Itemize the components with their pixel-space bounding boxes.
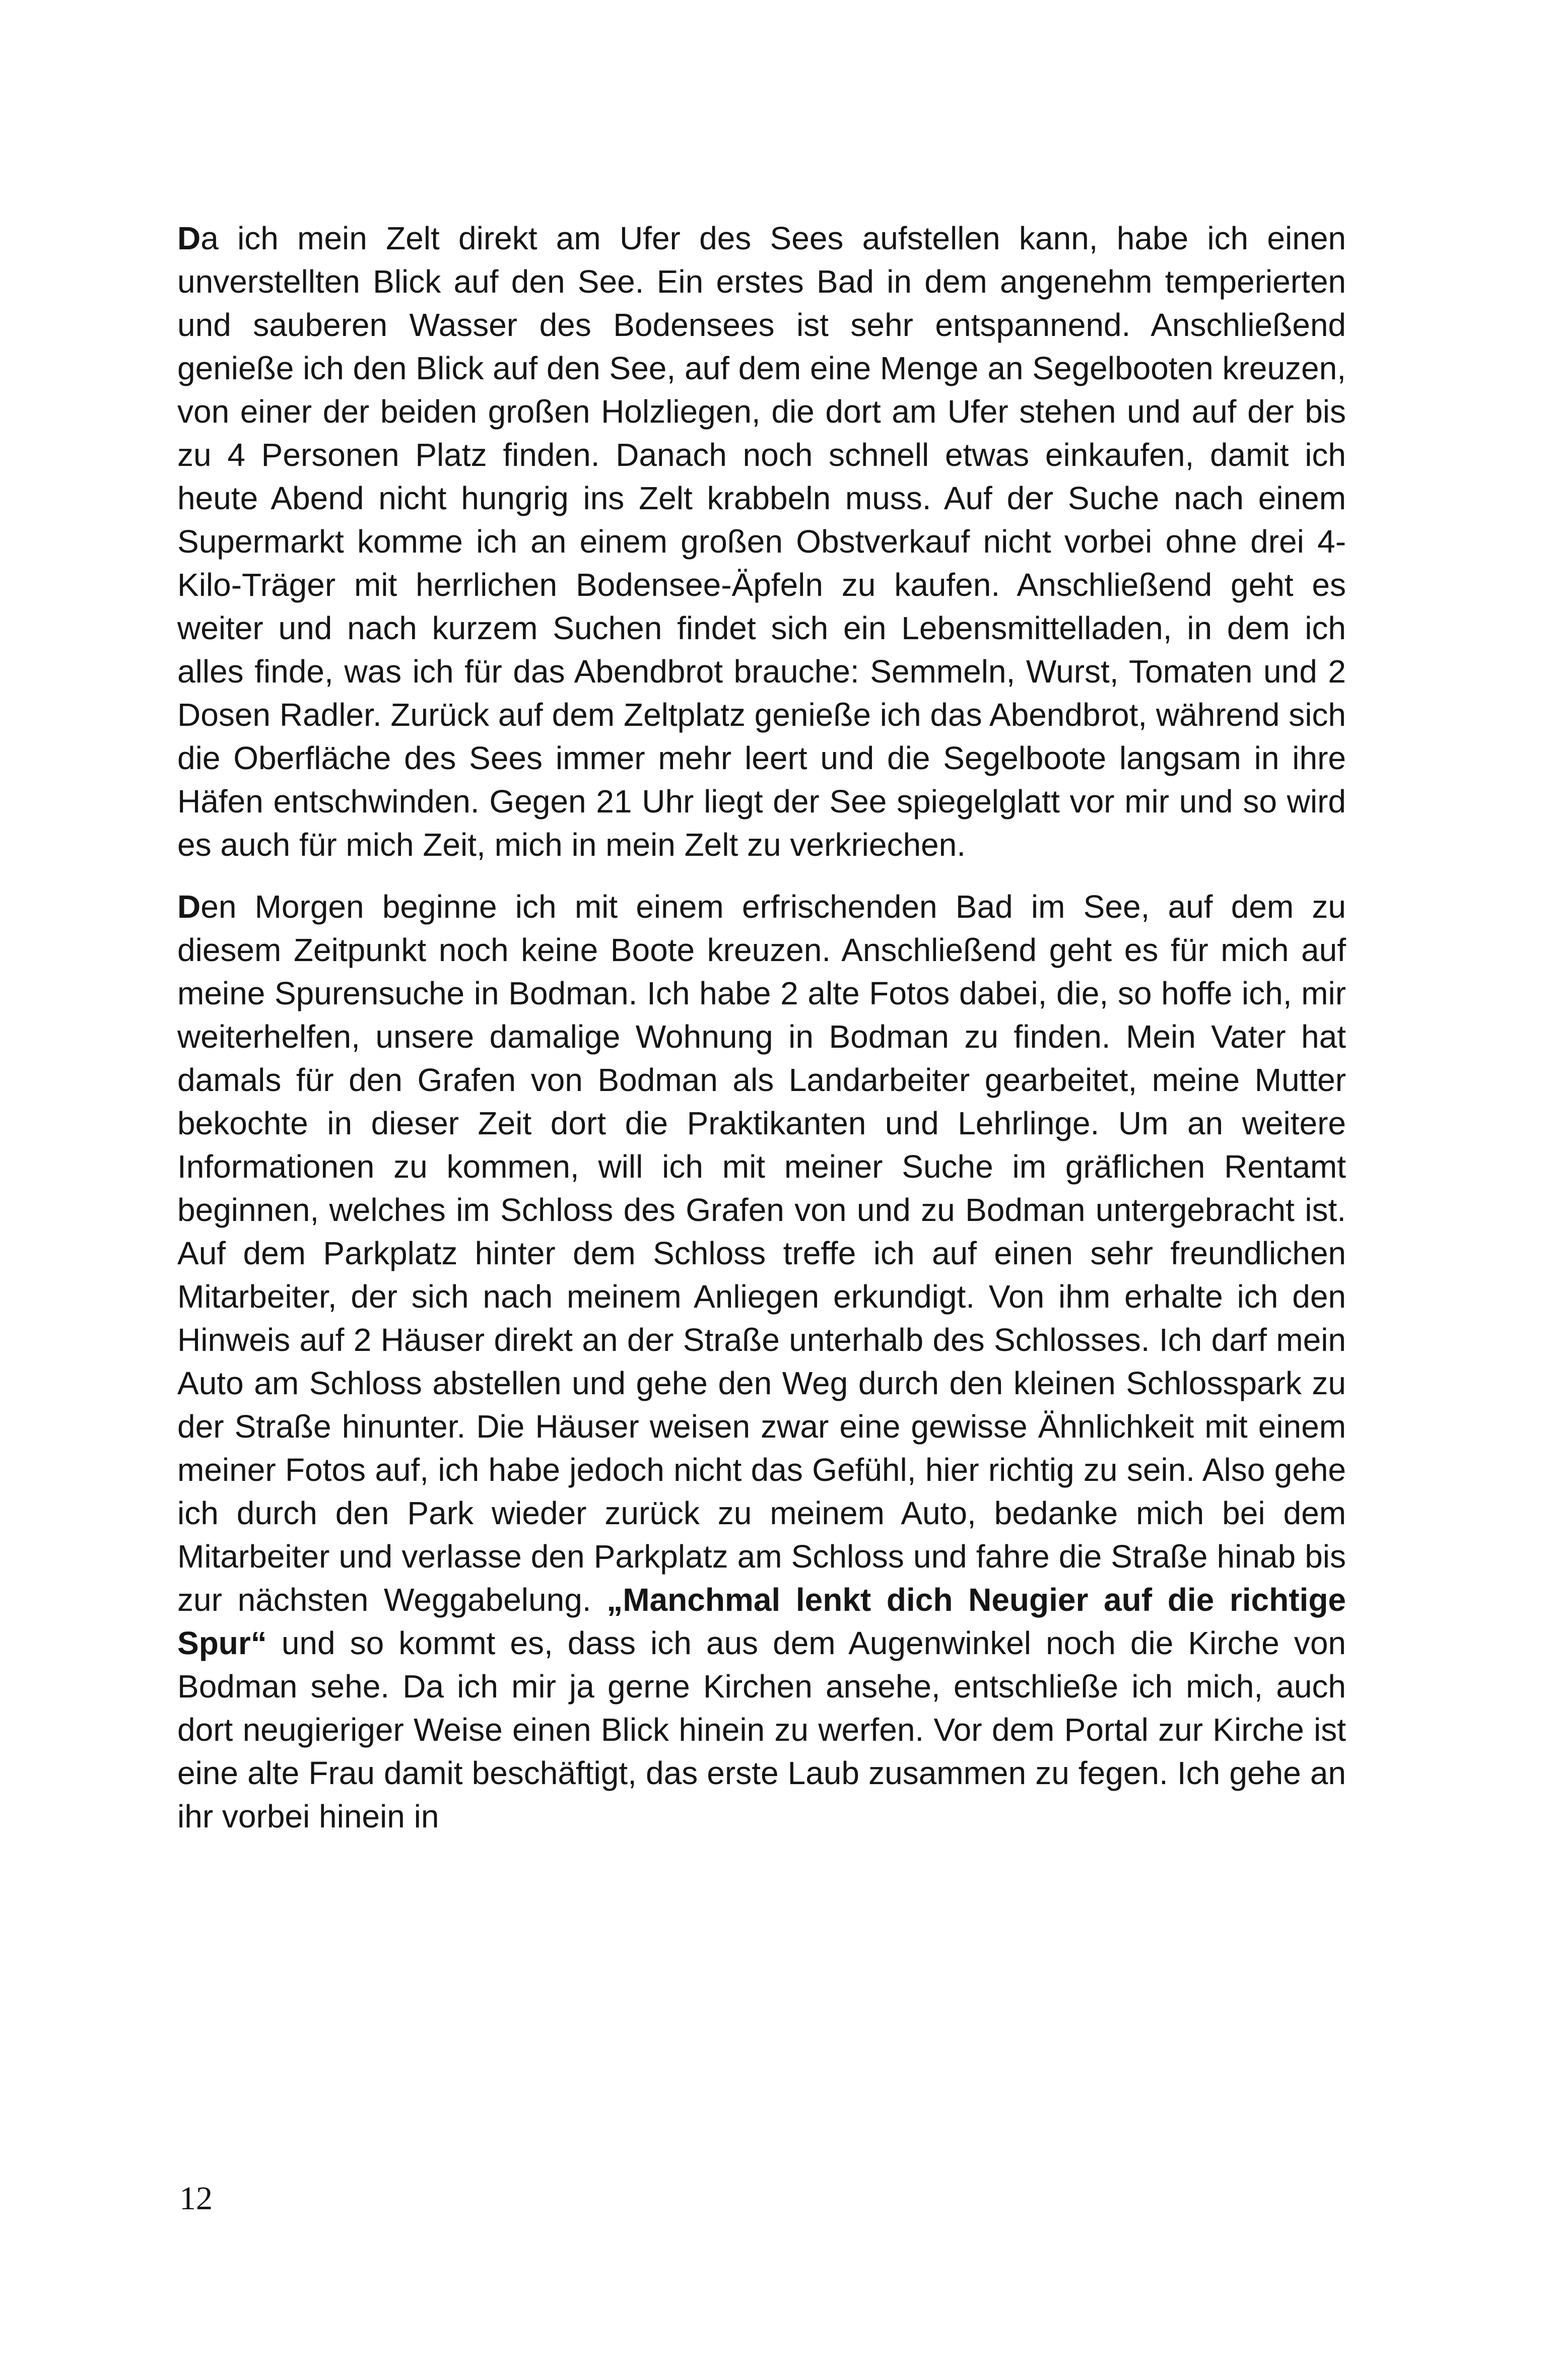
paragraph-initial: D	[177, 220, 201, 256]
paragraph-text: en Morgen beginne ich mit einem erfrischenden Bad im See, auf dem zu diesem Zeitpunkt noch keine Boote kreuzen. Anschließend geht es für mich auf meine Spurensuche in Bodman. Ich habe 2 alte Fotos dabei, die, so hoffe ich, mir weiterhelfen, unsere damalige Wohnung in Bodman zu finden. Mein Vater hat damals für den Grafen von Bodman als Landarbeiter gearbeitet, meine Mutter bekochte in dieser Zeit dort die Praktikanten und Lehrlinge. Um an weitere Informationen zu kommen, will ich mit meiner Suche im gräflichen Rentamt beginnen, welches im Schloss des Grafen von und zu Bodman untergebracht ist. Auf dem Parkplatz hinter dem Schloss treffe ich auf einen sehr freundlichen Mitarbeiter, der sich nach meinem Anliegen erkundigt. Von ihm erhalte ich den Hinweis auf 2 Häuser direkt an der Straße unterhalb des Schlosses. Ich darf mein Auto am Schloss abstellen und gehe den Weg durch den kleinen Schlosspark zu der Straße hinunter. Die Häuser weisen zwar eine gewisse Ähnlichkeit mit einem meiner Fotos auf, ich habe jedoch nicht das Gefühl, hier richtig zu sein. Also gehe ich durch den Park wieder zurück zu meinem Auto, bedanke mich bei dem Mitarbeiter und verlasse den Parkplatz am Schloss und fahre die Straße hinab bis zur nächsten Weggabelung.	[177, 889, 1346, 1618]
emphasized-quote: „Manchmal lenkt dich Neugier auf die richtige Spur“	[177, 1582, 1346, 1661]
paragraph-2	[177, 885, 1346, 1838]
body-text	[177, 217, 1346, 1838]
paragraph-text: a ich mein Zelt direkt am Ufer des Sees aufstellen kann, habe ich einen unverstellten Blick auf den See. Ein erstes Bad in dem angenehm temperierten und sauberen Wasser des Bodensees ist sehr entspannend. Anschließend genieße ich den Blick auf den See, auf dem eine Menge an Segelbooten kreuzen, von einer der beiden großen Holzliegen, die dort am Ufer stehen und auf der bis zu 4 Personen Platz finden. Danach noch schnell etwas einkaufen, damit ich heute Abend nicht hungrig ins Zelt krabbeln muss. Auf der Suche nach einem Supermarkt komme ich an einem großen Obstverkauf nicht vorbei ohne drei 4-Kilo-Träger mit herrlichen Bodensee-Äpfeln zu kaufen. Anschließend geht es weiter und nach kurzem Suchen findet sich ein Lebensmittelladen, in dem ich alles finde, was ich für das Abendbrot brauche: Semmeln, Wurst, Tomaten und 2 Dosen Radler. Zurück auf dem Zeltplatz genieße ich das Abendbrot, während sich die Oberfläche des Sees immer mehr leert und die Segelboote langsam in ihre Häfen entschwinden. Gegen 21 Uhr liegt der See spiegelglatt vor mir und so wird es auch für mich Zeit, mich in mein Zelt zu verkriechen.	[177, 220, 1346, 863]
page-number: 12	[179, 2180, 213, 2217]
paragraph-text-continued: und so kommt es, dass ich aus dem Augenwinkel noch die Kirche von Bodman sehe. Da ich mir ja gerne Kirchen ansehe, entschließe ich mich, auch dort neugieriger Weise einen Blick hinein zu werfen. Vor dem Portal zur Kirche ist eine alte Frau damit beschäftigt, das erste Laub zusammen zu fegen. Ich gehe an ihr vorbei hinein in	[177, 1625, 1346, 1834]
paragraph-1	[177, 217, 1346, 866]
paragraph-initial: D	[177, 889, 201, 925]
